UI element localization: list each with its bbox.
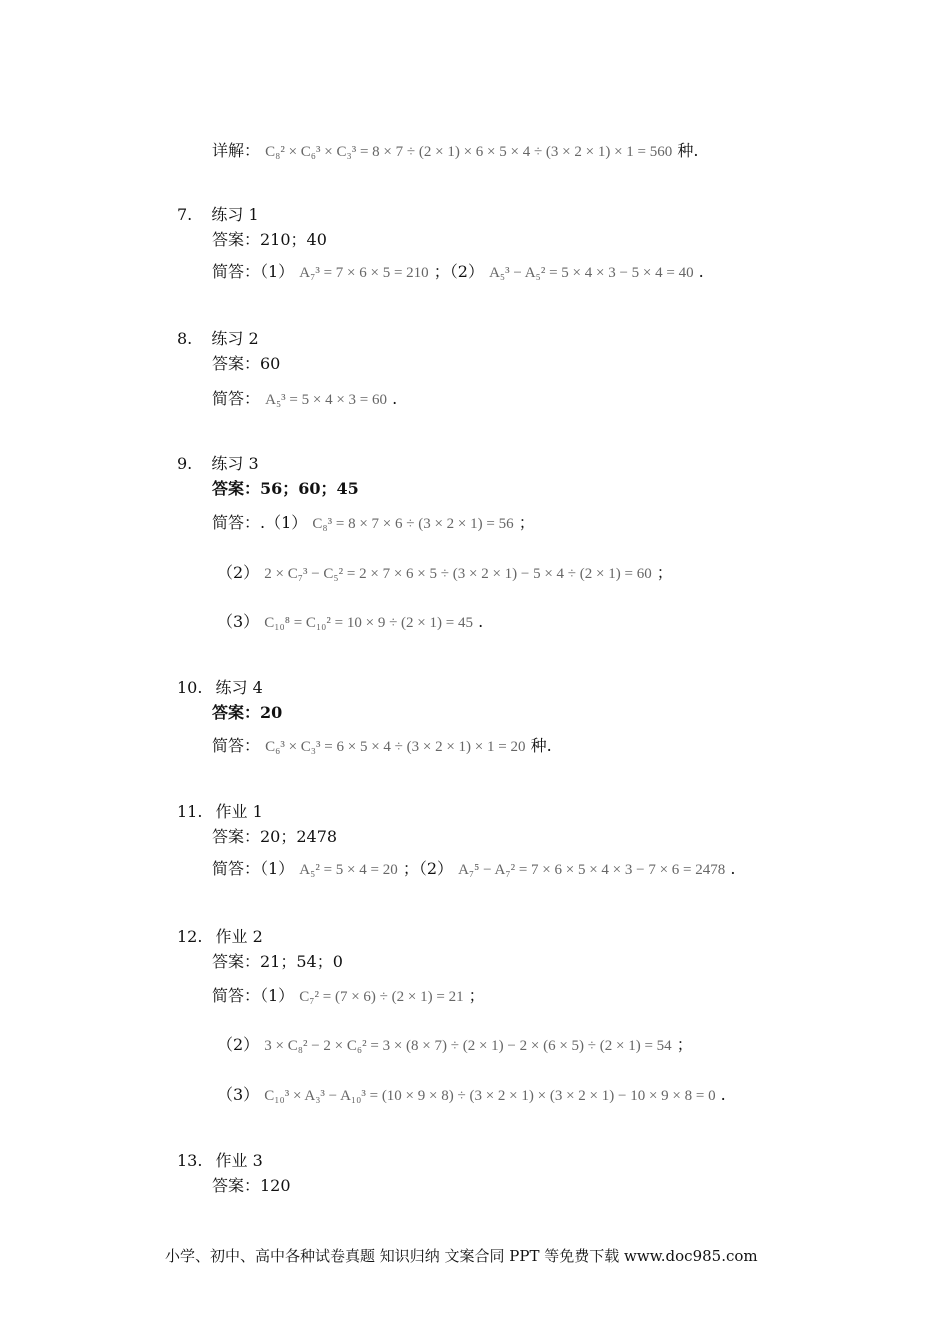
question-title: 作业 3 [215,1151,263,1170]
brief-end: ； [676,1035,693,1054]
brief-end: . [720,1085,726,1104]
question-12-heading [177,924,263,947]
question-12-brief [212,983,485,1006]
question-number: 12. [177,927,203,946]
part-label: （2） [217,1035,260,1054]
brief-end: ； [468,986,485,1005]
part-label: （2） [217,563,260,582]
brief-formula-1: C₈³ = 8 × 7 × 6 ÷ (3 × 2 × 1) = 56 [312,516,514,532]
detail-suffix: 种. [677,141,699,160]
question-9-part-3 [217,609,483,632]
brief-end: . [478,612,484,631]
question-12-answer: 答案：21；54；0 [212,952,343,971]
brief-formula-2: 3 × C₈² − 2 × C₆² = 3 × (8 × 7) ÷ (2 × 1) − 2 × (6 × 5) ÷ (2 × 1) = 54 [264,1038,672,1054]
question-11-heading [177,799,263,822]
brief-separator: ；（2） [402,859,453,878]
question-8-brief [212,386,397,409]
brief-label: 简答：（1） [212,262,295,281]
detail-formula: C₈² × C₆³ × C₃³ = 8 × 7 ÷ (2 × 1) × 6 × 5 × 4 ÷ (3 × 2 × 1) × 1 = 560 [265,144,673,160]
brief-label: 简答：.（1） [212,513,308,532]
question-10-answer: 答案：20 [212,703,283,722]
question-number: 10. [177,678,203,697]
question-title: 作业 1 [215,802,263,821]
brief-label: 简答： [212,736,261,755]
brief-end: ； [518,513,535,532]
question-12-part-2 [217,1032,693,1055]
part-label: （3） [217,612,260,631]
brief-formula-2: A₇⁵ − A₇² = 7 × 6 × 5 × 4 × 3 − 7 × 6 = 2478 [458,862,726,878]
question-title: 练习 1 [211,205,259,224]
part-label: （3） [217,1085,260,1104]
question-9-brief [212,510,535,533]
brief-formula-3: C₁₀³ × A₃³ − A₁₀³ = (10 × 9 × 8) ÷ (3 × 2 × 1) × (3 × 2 × 1) − 10 × 9 × 8 = 0 [264,1088,716,1104]
question-number: 9. [177,454,193,473]
question-title: 练习 3 [211,454,259,473]
question-number: 7. [177,205,193,224]
question-11-answer: 答案：20；2478 [212,827,338,846]
question-7-answer: 答案：210；40 [212,230,327,249]
question-13-answer: 答案：120 [212,1176,291,1195]
brief-label: 简答：（1） [212,986,295,1005]
brief-label: 简答： [212,389,261,408]
brief-end: . [392,389,398,408]
brief-end: . [730,859,736,878]
question-title: 作业 2 [215,927,263,946]
brief-formula-2: 2 × C₇³ − C₅² = 2 × 7 × 6 × 5 ÷ (3 × 2 × 1) − 5 × 4 ÷ (2 × 1) = 60 [264,566,652,582]
detail-line [212,138,698,161]
brief-end: . [698,262,704,281]
brief-formula-1: A₅² = 5 × 4 = 20 [299,862,398,878]
brief-formula-1: A₇³ = 7 × 6 × 5 = 210 [299,265,429,281]
brief-formula-1: C₆³ × C₃³ = 6 × 5 × 4 ÷ (3 × 2 × 1) × 1 = 20 [265,739,526,755]
brief-formula-3: C₁₀⁸ = C₁₀² = 10 × 9 ÷ (2 × 1) = 45 [264,615,473,631]
brief-end: 种. [530,736,552,755]
brief-formula-1: C₇² = (7 × 6) ÷ (2 × 1) = 21 [299,989,464,1005]
question-9-part-2 [217,560,673,583]
page-footer: 小学、初中、高中各种试卷真题 知识归纳 文案合同 PPT 等免费下载 www.doc985.com [165,1247,758,1265]
question-number: 13. [177,1151,203,1170]
brief-end: ； [656,563,673,582]
question-10-brief [212,733,552,756]
question-title: 练习 2 [211,329,259,348]
brief-separator: ；（2） [433,262,484,281]
question-10-heading [177,675,263,698]
question-8-heading [177,326,259,349]
question-9-heading [177,451,259,474]
question-11-brief [212,856,735,879]
question-title: 练习 4 [215,678,263,697]
brief-formula-2: A₅³ − A₅² = 5 × 4 × 3 − 5 × 4 = 40 [489,265,694,281]
detail-label: 详解： [212,141,261,160]
question-number: 8. [177,329,193,348]
question-8-answer: 答案：60 [212,354,281,373]
brief-formula-1: A₅³ = 5 × 4 × 3 = 60 [265,392,388,408]
question-7-heading [177,202,259,225]
question-12-part-3 [217,1082,726,1105]
question-number: 11. [177,802,203,821]
question-7-brief [212,259,704,282]
brief-label: 简答：（1） [212,859,295,878]
question-13-heading [177,1148,263,1171]
question-9-answer: 答案：56；60；45 [212,479,359,498]
